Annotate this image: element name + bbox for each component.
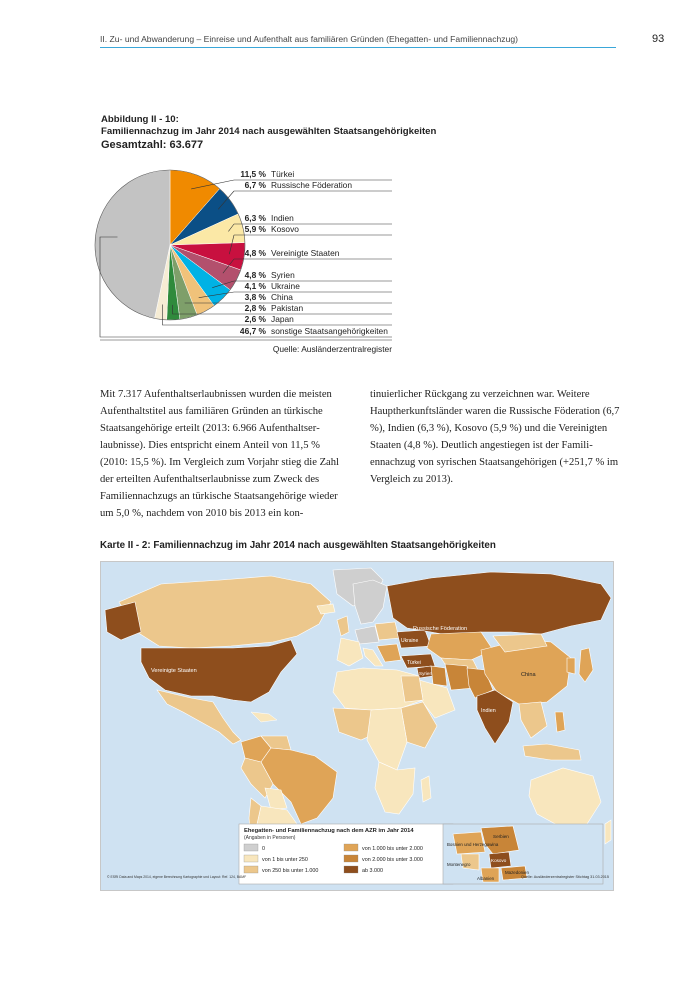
inset-label-kosovo: Kosovo (491, 858, 507, 863)
legend-label-3: Kosovo (271, 224, 299, 234)
legend-label-5: Syrien (271, 270, 295, 280)
map-label-india: Indien (481, 708, 496, 714)
legend-label-0: Türkei (271, 169, 295, 179)
map-country-poland (375, 622, 399, 640)
legend-value-3: 5,9 % (244, 224, 266, 234)
map-southern-africa (375, 762, 415, 814)
map-title: Karte II - 2: Familiennachzug im Jahr 2014 nach ausgewählten Staatsangehörigkeiten (100, 540, 496, 551)
map-legend-swatch-1 (244, 855, 258, 862)
figure-source: Quelle: Ausländerzentralregister (272, 344, 392, 354)
map-country-australia (529, 768, 601, 826)
map-country-india (477, 690, 513, 744)
figure-title: Familiennachzug im Jahr 2014 nach ausgewählten Staatsangehörigkeiten (101, 126, 437, 137)
map-legend-title: Ehegatten- und Familiennachzug nach dem AZR im Jahr 2014 (244, 828, 414, 834)
legend-label-7: China (271, 292, 293, 302)
inset-label-albania: Albanien (477, 876, 495, 881)
legend-value-8: 2,8 % (244, 303, 266, 313)
legend-value-4: 4,8 % (244, 248, 266, 258)
legend-label-2: Indien (271, 213, 294, 223)
map-country-uk (337, 616, 349, 636)
map-country-alaska (105, 602, 141, 640)
body-text-right-column (370, 386, 620, 488)
legend-value-9: 2,6 % (244, 314, 266, 324)
legend-value-7: 3,8 % (244, 292, 266, 302)
map-legend-swatch-3 (344, 844, 358, 851)
map-legend-swatch-0 (244, 844, 258, 851)
map-legend-label-4: von 2.000 bis unter 3.000 (362, 857, 423, 863)
running-header-text: II. Zu- und Abwanderung – Einreise und Aufenthalt aus familiären Gründen (Ehegatten- und Familiennachzug) (100, 34, 519, 44)
map-scandinavia (353, 580, 387, 624)
inset-label-montenegro: Montenegro (447, 862, 471, 867)
legend-label-8: Pakistan (271, 303, 304, 313)
map-label-china: China (521, 672, 536, 678)
legend-value-10: 46,7 % (239, 326, 266, 336)
legend-label-10: sonstige Staatsangehörigkeiten (271, 326, 388, 336)
map-legend-label-5: ab 3.000 (362, 868, 383, 874)
map-country-madagascar (421, 776, 431, 802)
map-credit-left: © ESRI Data and Maps 2014, eigene Berechnung Kartographie und Layout: Ref. 124, BAMF (107, 875, 247, 879)
map-legend-label-2: von 250 bis unter 1.000 (262, 868, 319, 874)
map-legend-label-3: von 1.000 bis unter 2.000 (362, 846, 423, 852)
map-label-russia: Russische Föderation (413, 626, 468, 632)
legend-label-6: Ukraine (271, 281, 300, 291)
legend-value-2: 6,3 % (244, 213, 266, 223)
map-legend (239, 824, 453, 884)
map-country-korea (567, 658, 575, 674)
page-number: 93 (652, 33, 665, 45)
legend-value-6: 4,1 % (244, 281, 266, 291)
world-map (100, 561, 614, 891)
map-country-canada (119, 576, 331, 648)
legend-value-1: 6,7 % (244, 180, 266, 190)
map-caribbean (251, 712, 277, 722)
map-central-africa (367, 708, 407, 770)
figure-total: Gesamtzahl: 63.677 (101, 139, 204, 151)
map-southeast-asia (519, 702, 547, 738)
map-country-indonesia (523, 744, 581, 760)
map-legend-label-0: 0 (262, 846, 265, 852)
pie-slices (95, 170, 245, 320)
map-label-ukraine: Ukraine (401, 638, 419, 644)
figure-label: Abbildung II - 10: (101, 114, 179, 125)
inset-label-macedonia: Mazedonien (505, 870, 529, 875)
map-legend-swatch-4 (344, 855, 358, 862)
inset-label-bosnia: Bosnien und Herzegowina (447, 842, 499, 847)
world-map-graphic (101, 562, 613, 890)
pie-chart (0, 0, 700, 360)
map-credit-right: Quelle: Ausländerzentralregister Stichtag 31.03.2015 (521, 875, 610, 879)
map-legend-swatch-2 (244, 866, 258, 873)
legend-value-0: 11,5 % (240, 169, 266, 179)
map-legend-swatch-5 (344, 866, 358, 873)
map-country-japan (579, 648, 593, 682)
pie-slice-10 (95, 170, 170, 318)
map-label-usa: Vereinigte Staaten (151, 668, 197, 674)
map-country-new-zealand (605, 820, 611, 844)
map-country-germany (355, 626, 379, 644)
legend-value-5: 4,8 % (244, 270, 266, 280)
map-country-egypt (401, 676, 423, 702)
map-label-syria: Syrien (419, 671, 433, 676)
map-label-turkey: Türkei (407, 660, 421, 666)
legend-label-4: Vereinigte Staaten (271, 248, 340, 258)
legend-label-9: Japan (271, 314, 294, 324)
body-paragraph-right: tinuierlicher Rückgang zu verzeichnen war. Weitere Hauptherkunftsländer waren die Russische Föderation (6,7 %), Indien (6,3 %), Kosovo (5,9 %) und die Vereinigten Staaten (4,8 %). Deutlich angestiegen ist der Familiennachzug von syrischen Staatsangehörigen (+251,7 % im Vergleich zu 2013). (370, 389, 620, 485)
legend-label-1: Russische Föderation (271, 180, 352, 190)
map-balkans (377, 644, 401, 662)
map-country-iraq (431, 666, 447, 686)
map-country-philippines (555, 712, 565, 732)
map-western-europe (337, 638, 363, 666)
body-text-left-column (100, 386, 350, 522)
body-paragraph-left: Mit 7.317 Aufenthaltserlaubnissen wurden die meisten Aufenthaltstitel aus familiären Gründen an türkische Staatsangehörige erteilt (2013: 6.966 Aufenthaltserlaubnisse). Dies entspricht einem Anteil von 11,5 % (2010: 15,5 %). Im Vergleich zum Vorjahr stieg die Zahl der erteilten Aufenthaltserlaubnisse zum Zweck des Familiennachzugs an türkische Staatsangehörige wieder um 5,0 %, nachdem von 2010 bis 2013 ein kon- (100, 389, 339, 519)
inset-label-serbia: Serbien (493, 834, 509, 839)
map-legend-subtitle: (Angaben in Personen) (244, 835, 296, 841)
map-legend-label-1: von 1 bis unter 250 (262, 857, 308, 863)
